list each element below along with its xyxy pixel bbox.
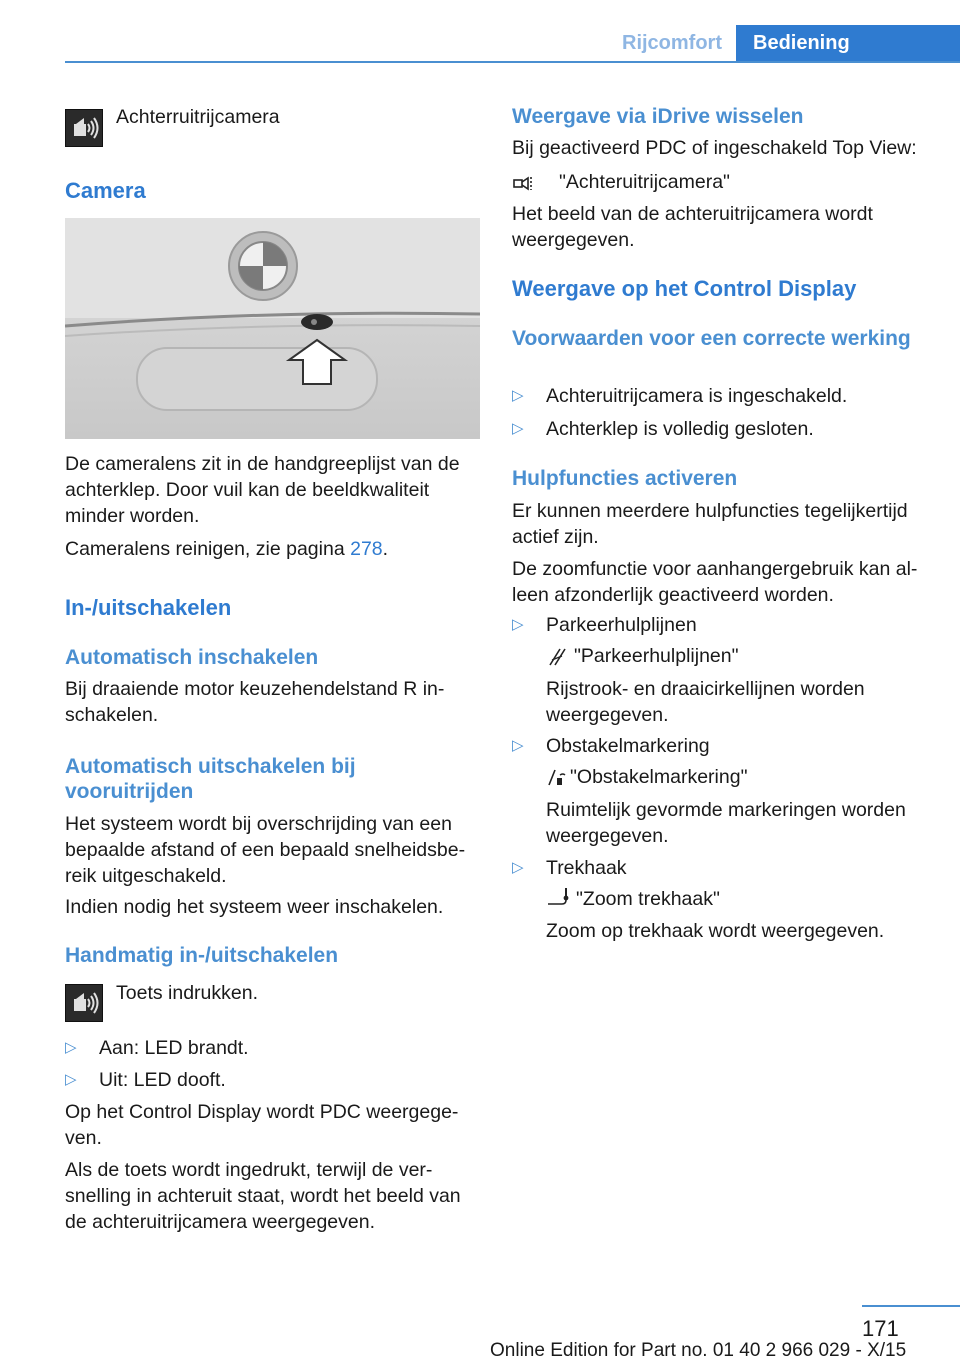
bullet-item: Uit: LED dooft.: [99, 1069, 226, 1091]
camera-photo: [65, 218, 480, 439]
switch-paragraph-1: Bij geactiveerd PDC of ingeschakeld Top View:: [512, 137, 917, 159]
footer-rule: [862, 1305, 960, 1307]
switch-paragraph-2: Het beeld van de achteruitrijcamera wordt weergegeven.: [512, 203, 873, 251]
heading-on-off: In-/uitschakelen: [65, 595, 232, 620]
heading-auto-on: Automatisch inschakelen: [65, 646, 319, 669]
function-item-title: Parkeerhulplijnen: [546, 614, 697, 636]
functions-paragraph-2: De zoomfunctie voor aanhangergebruik kan al-leen afzonderlijk geactiveerd worden.: [512, 558, 918, 606]
function-item-icon-label: "Parkeerhulplijnen": [574, 645, 739, 667]
header-rule: [65, 61, 960, 63]
bullet-item: Aan: LED brandt.: [99, 1037, 249, 1059]
heading-camera: Camera: [65, 178, 146, 203]
page-link-278[interactable]: 278: [350, 538, 383, 560]
bullet-marker: ▷: [65, 1071, 77, 1088]
pdc-button-icon: [65, 984, 103, 1022]
footer-edition: Online Edition for Part no. 01 40 2 966 029 - X/15: [490, 1340, 907, 1361]
heading-switch-view: Weergave via iDrive wisselen: [512, 105, 804, 128]
condition-item: Achteruitrijcamera is ingeschakeld.: [546, 385, 848, 407]
page-number: 171: [862, 1316, 899, 1341]
function-item-title: Trekhaak: [546, 857, 627, 879]
auto-off-paragraph-1: Het systeem wordt bij overschrijding van een bepaalde afstand of een bepaald snelheidsbe-reik uitgeschakeld.: [65, 813, 466, 887]
heading-control-display: Weergave op het Control Display: [512, 276, 857, 301]
bullet-marker: ▷: [512, 737, 524, 754]
bullet-marker: ▷: [512, 616, 524, 633]
obstacle-marking-icon: [546, 766, 568, 788]
breadcrumb-chapter[interactable]: Bediening: [736, 25, 960, 61]
condition-item: Achterklep is volledig gesloten.: [546, 418, 814, 440]
bullet-marker: ▷: [65, 1039, 77, 1056]
manual-icon-label: Toets indrukken.: [116, 982, 258, 1004]
camera-icon: [512, 171, 534, 193]
function-item-title: Obstakelmarkering: [546, 735, 710, 757]
heading-conditions: Voorwaarden voor een correcte werking: [512, 327, 911, 350]
auto-off-paragraph-2: Indien nodig het systeem weer inschakelen.: [65, 896, 444, 918]
auto-on-paragraph: Bij draaiende motor keuzehendelstand R in-schakelen.: [65, 678, 445, 726]
trailer-hitch-icon: [546, 886, 572, 908]
heading-auto-off: Automatisch uitschakelen bij vooruitrijden: [65, 755, 356, 803]
function-item-desc: Ruimtelijk gevormde markeringen worden weergegeven.: [546, 799, 906, 847]
heading-manual: Handmatig in-/uitschakelen: [65, 944, 339, 967]
heading-functions: Hulpfuncties activeren: [512, 467, 738, 490]
bullet-marker: ▷: [512, 387, 524, 404]
functions-paragraph-1: Er kunnen meerdere hulpfuncties tegelijkertijd actief zijn.: [512, 500, 908, 548]
camera-paragraph-1: De cameralens zit in de handgreeplijst van de achterklep. Door vuil kan de beeldkwaliteit minder worden.: [65, 453, 460, 527]
function-item-icon-label: "Zoom trekhaak": [576, 888, 720, 910]
bullet-marker: ▷: [512, 859, 524, 876]
bullet-marker: ▷: [512, 420, 524, 437]
function-item-desc: Rijstrook- en draaicirkellijnen worden weergegeven.: [546, 678, 865, 726]
manual-paragraph-1: Op het Control Display wordt PDC weergege-ven.: [65, 1101, 459, 1149]
function-item-icon-label: "Obstakelmarkering": [570, 766, 748, 788]
breadcrumb-section[interactable]: Rijcomfort: [622, 32, 722, 54]
camera-paragraph-2: Cameralens reinigen, zie pagina 278.: [65, 538, 389, 560]
manual-paragraph-2: Als de toets wordt ingedrukt, terwijl de ver-snelling in achteruit staat, wordt het beeld van de achteruitrijcamera weergegeven.: [65, 1159, 461, 1233]
switch-icon-label: "Achteruitrijcamera": [559, 171, 730, 193]
parking-lines-icon: [546, 645, 568, 667]
pdc-button-icon: [65, 109, 103, 147]
icon-label-camera: Achterruitrijcamera: [116, 106, 280, 128]
function-item-desc: Zoom op trekhaak wordt weergegeven.: [546, 920, 885, 942]
